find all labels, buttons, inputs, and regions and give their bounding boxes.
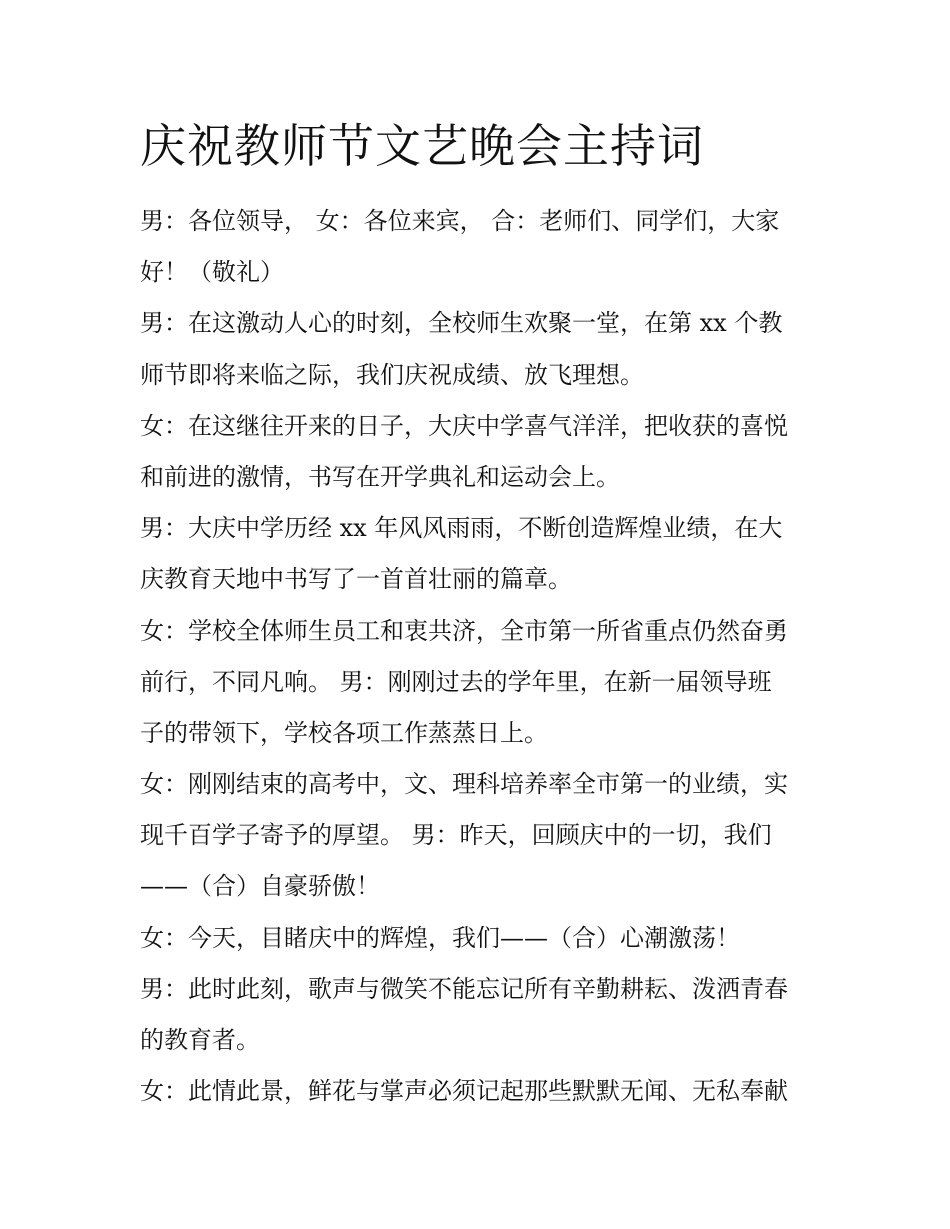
text-line: 男：各位领导， 女：各位来宾， 合：老师们、同学们，大家: [140, 207, 780, 235]
text-line: 师节即将来临之际，我们庆祝成绩、放飞理想。: [140, 360, 644, 389]
text-line: 子的带领下，学校各项工作蒸蒸日上。: [140, 718, 548, 747]
text-line: 庆教育天地中书写了一首首壮丽的篇章。: [140, 565, 572, 594]
text-line: 女：刚刚结束的高考中，文、理科培养率全市第一的业绩，实: [140, 770, 788, 799]
text-line: 男：此时此刻，歌声与微笑不能忘记所有辛勤耕耘、泼洒青春: [140, 974, 788, 1003]
text-line: 好！（敬礼）: [140, 258, 284, 287]
text-line: 女：在这继往开来的日子，大庆中学喜气洋洋，把收获的喜悦: [140, 411, 788, 440]
text-line: 前行，不同凡响。 男：刚刚过去的学年里，在新一届领导班: [140, 667, 772, 696]
text-line: 男：在这激动人心的时刻，全校师生欢聚一堂，在第 xx 个教: [140, 309, 783, 338]
text-line: 女：今天，目睹庆中的辉煌，我们——（合）心潮激荡！: [140, 923, 740, 952]
document-body: [140, 196, 830, 1117]
text-line: 女：学校全体师生员工和衷共济，全市第一所省重点仍然奋勇: [140, 616, 788, 645]
text-line: ——（合）自豪骄傲！: [140, 872, 380, 901]
text-line: 男：大庆中学历经 xx 年风风雨雨，不断创造辉煌业绩，在大: [140, 514, 783, 543]
text-line: 和前进的激情，书写在开学典礼和运动会上。: [140, 462, 620, 491]
text-line: 的教育者。: [140, 1026, 260, 1054]
document-title: 庆祝教师节文艺晚会主持词: [140, 119, 704, 173]
text-line: 女：此情此景，鲜花与掌声必须记起那些默默无闻、无私奉献: [140, 1077, 788, 1106]
text-line: 现千百学子寄予的厚望。 男：昨天，回顾庆中的一切，我们: [140, 821, 772, 850]
